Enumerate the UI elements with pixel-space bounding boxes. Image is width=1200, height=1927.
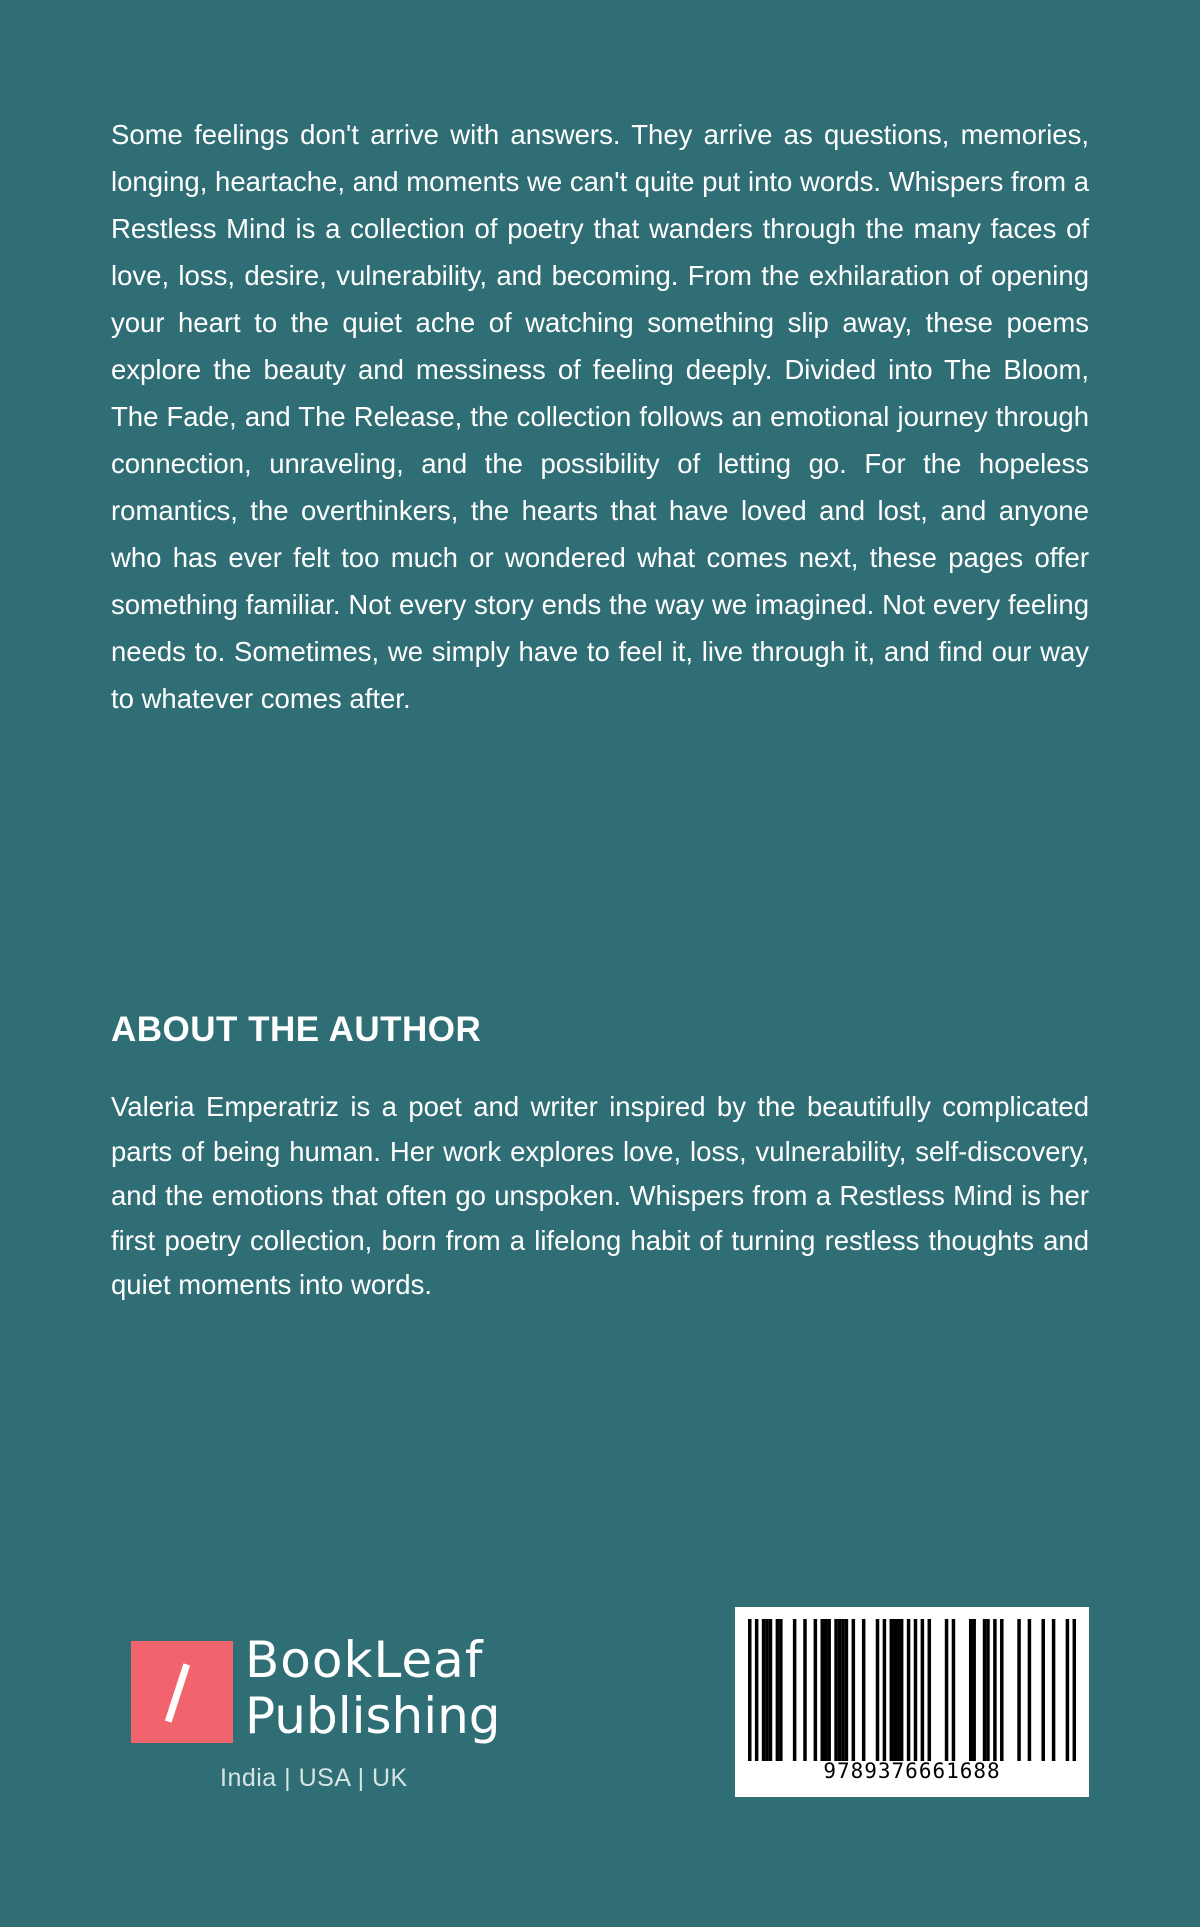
barcode-bar (969, 1619, 973, 1761)
barcode-bar (972, 1619, 976, 1761)
barcode-bar (1052, 1619, 1056, 1761)
publisher-name-line2: Publishing (245, 1687, 501, 1745)
barcode-bar (921, 1619, 925, 1761)
barcode-bar (914, 1619, 918, 1761)
barcode-bar (993, 1619, 997, 1761)
barcode-bar (900, 1619, 904, 1761)
barcode-bar (983, 1619, 987, 1761)
publisher-name-line1: BookLeaf (245, 1631, 484, 1689)
barcode-bar (986, 1619, 990, 1761)
barcode-bar (776, 1619, 780, 1761)
barcode-bar (890, 1619, 894, 1761)
barcode-bar (907, 1619, 911, 1761)
barcode-bar (755, 1619, 759, 1761)
barcode-bar (845, 1619, 849, 1761)
barcode-bar (824, 1619, 828, 1761)
barcode-bar (827, 1619, 831, 1761)
barcode-bar (793, 1619, 797, 1761)
barcode-bar (769, 1619, 773, 1761)
barcode-bar (814, 1619, 818, 1761)
author-bio: Valeria Emperatriz is a poet and writer inspired by the beautifully complicated parts of being human. Her work explores love, loss, vulnerability, self-discovery, and the emotions that often go unspoken. Whispers from a Restless Mind is her first poetry collection, born from a lifelong habit of turning restless thoughts and quiet moments into words. (111, 1091, 1089, 1300)
barcode-bar (1017, 1619, 1021, 1761)
barcode-bar (852, 1619, 856, 1761)
barcode-bar (883, 1619, 887, 1761)
barcode-bar (834, 1619, 838, 1761)
barcode-bar (821, 1619, 825, 1761)
barcode-bar (762, 1619, 766, 1761)
publisher-regions: India | USA | UK (220, 1764, 408, 1792)
barcode-bar (1066, 1619, 1070, 1761)
barcode-bar (765, 1619, 769, 1761)
barcode-bar (779, 1619, 783, 1761)
isbn-number: 9789376661688 (823, 1759, 1001, 1783)
slash-icon (131, 1641, 233, 1743)
barcode-bar (748, 1619, 752, 1761)
barcode-bar (1073, 1619, 1076, 1761)
back-cover-blurb: Some feelings don't arrive with answers. They arrive as questions, memories, longing, heartache, and moments we can't quite put into words. Whispers from a Restless Mind is a collection of poetry that wanders through the many faces of love, loss, desire, vulnerability, and becoming. From the exhilaration of opening your heart to the quiet ache of watching something slip away, these poems explore the beauty and messiness of feeling deeply. Divided into The Bloom, The Fade, and The Release, the collection follows an emotional journey through connection, unraveling, and the possibility of letting go. For the hopeless romantics, the overthinkers, the hearts that have loved and lost, and anyone who has ever felt too much or wondered what comes next, these pages offer something familiar. Not every story ends the way we imagined. Not every feeling needs to. Sometimes, we simply have to feel it, live through it, and find our way to whatever comes after. (111, 119, 1089, 714)
barcode-bar (952, 1619, 956, 1761)
about-author-heading: ABOUT THE AUTHOR (111, 1010, 482, 1049)
barcode-bar (862, 1619, 866, 1761)
barcode-bar (1000, 1619, 1004, 1761)
barcode-bar (876, 1619, 880, 1761)
logo-slash-stroke (165, 1663, 190, 1722)
barcode-bar (838, 1619, 842, 1761)
isbn-barcode (735, 1607, 1089, 1797)
barcode-bar (1041, 1619, 1045, 1761)
barcode-bar (896, 1619, 900, 1761)
publisher-logo (131, 1631, 511, 1797)
barcode-bar (841, 1619, 845, 1761)
barcode-bars (748, 1619, 1076, 1761)
barcode-bar (803, 1619, 807, 1761)
barcode-bar (945, 1619, 949, 1761)
barcode-bar (1028, 1619, 1032, 1761)
barcode-bar (928, 1619, 932, 1761)
barcode-bar (893, 1619, 897, 1761)
